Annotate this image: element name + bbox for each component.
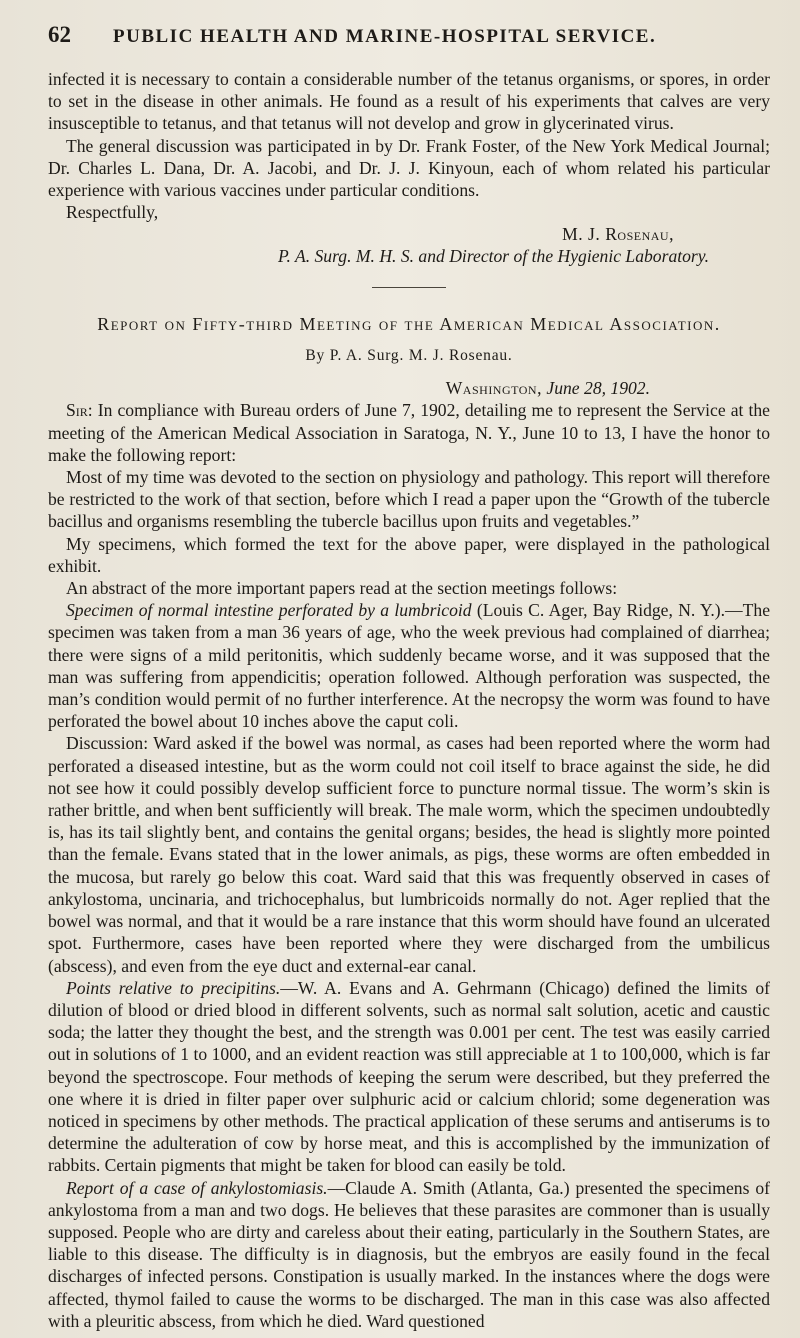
dateline (48, 377, 770, 399)
section-text: —W. A. Evans and A. Gehrmann (Chicago) defined the limits of dilution of blood or dried blood in different solvents, such as normal salt solution, acetic and caustic soda; the latter they thought the best, and the strength was 0.001 per cent. The test was easily carried out in solutions of 1 to 1000, and an evident reaction was still appreciable at 1 to 100,000, which is far beyond the spectroscope. Four methods of keeping the serum were described, but they preferred the one where it is dried in filter paper over sulphuric acid or calcium chlorid; some degeneration was noticed in specimens by other methods. The practical application of these serums and antiserums is to determine the adulteration of cow by horse meat, and this is accomplished by the immunization of rabbits. Certain pigments that might be taken for blood can easily be told. (48, 977, 770, 1176)
intro-paragraph-1: infected it is necessary to contain a considerable number of the tetanus organisms, or spores, in order to set in the disease in other animals. He found as a result of his experiments that calves are very insusceptible to tetanus, and that tetanus will not develop and grow in glycerinated virus. (48, 69, 770, 134)
intro-paragraph-2: The general discussion was participated in by Dr. Frank Foster, of the New York Medical Journal; Dr. Charles L. Dana, Dr. A. Jacobi, and Dr. J. J. Kinyoun, each of whom related his particular experience with various vaccines under particular conditions. (48, 135, 770, 201)
section-paragraph-ankylostomiasis (48, 1177, 770, 1332)
section-text: —Claude A. Smith (Atlanta, Ga.) presented the specimens of ankylostoma from a man and two dogs. He believes that these parasites are commoner than is usually supposed. People who are dirty and careless about their eating, particularly in the Southern States, are liable to this disease. The difficulty is in diagnosis, but the embryos are easily found in the fecal discharges of infected persons. Constipation is usually marked. In the instances where the dogs were affected, thymol failed to cause the worms to be discharged. The man in this case was also affected with a pleuritic abscess, from which he died. Ward questioned (48, 1177, 770, 1331)
signature-closing: Respectfully, (66, 202, 159, 223)
signature-title: P. A. Surg. M. H. S. and Director of the Hygienic Laboratory. (278, 246, 710, 267)
report-first-paragraph (48, 399, 770, 466)
section-paragraph-precipitins (48, 977, 770, 1177)
salutation: Sir: (66, 400, 93, 421)
page-number: 62 (48, 22, 71, 47)
dateline-date: June 28, 1902. (546, 378, 650, 399)
section-text: (Louis C. Ager, Bay Ridge, N. Y.).—The specimen was taken from a man 36 years of age, who the week previous had complained of diarrhea; there were signs of a mild peritonitis, which suddenly became worse, and it was supposed that the man was suffering from appendicitis; operation followed. Although perforation was suspected, the man’s condition would permit of no further interference. At the necropsy the worm was found to have perforated the bowel about 10 inches above the caput coli. (48, 600, 770, 732)
section-paragraph-specimen (48, 599, 770, 732)
running-title: PUBLIC HEALTH AND MARINE-HOSPITAL SERVICE. (113, 26, 657, 47)
section-paragraph-discussion (48, 732, 770, 976)
report-title: Report on Fifty-third Meeting of the American Medical Association. (97, 314, 721, 335)
section-divider (372, 287, 446, 288)
section-heading: Points relative to precipitins. (66, 977, 281, 998)
report-paragraph: An abstract of the more important papers read at the section meetings follows: (66, 578, 618, 599)
section-text: Discussion: Ward asked if the bowel was normal, as cases had been reported where the worm had perforated a diseased intestine, but as the worm could not coil itself to brace against the side, he did not see how it could possibly develop sufficient force to puncture normal tissue. The worm’s skin is rather brittle, and when bent sufficiently will break. The male worm, which the specimen undoubtedly is, has its tail slightly bent, and contains the genital organs; besides, the head is slightly more pointed than the female. Evans stated that in the lower animals, as pigs, these worms are often embedded in the mucosa, but rarely go below this coat. Ward said that this was frequently observed in cases of ankylostoma, uncinaria, and trichocephalus, but lumbricoids normally do not. Ager replied that the bowel was normal, and that it would be a rare instance that this worm should have found an ulcerated spot. Furthermore, cases have been reported where they were discharged from the umbilicus (abscess), and even from the eye duct and external-ear canal. (48, 733, 770, 976)
report-paragraph: Most of my time was devoted to the section on physiology and pathology. This report will therefore be restricted to the work of that section, before which I read a paper upon the “Growth of the tubercle bacillus and organisms resembling the tubercle bacillus upon fruits and vegetables.” (48, 467, 770, 532)
running-head (48, 22, 770, 48)
report-paragraph: My specimens, which formed the text for the above paper, were displayed in the pathological exhibit. (48, 533, 770, 576)
section-heading: Report of a case of ankylostomiasis. (66, 1177, 328, 1198)
dateline-place: Washington, (445, 378, 542, 399)
section-heading: Specimen of normal intestine perforated by a lumbricoid (66, 600, 472, 621)
first-paragraph-text: In compliance with Bureau orders of June 7, 1902, detailing me to represent the Service at the meeting of the American Medical Association in Saratoga, N. Y., June 10 to 13, I have the honor to make the following report: (48, 400, 770, 465)
report-byline: By P. A. Surg. M. J. Rosenau. (305, 347, 513, 365)
signature-name: M. J. Rosenau, (562, 224, 674, 245)
